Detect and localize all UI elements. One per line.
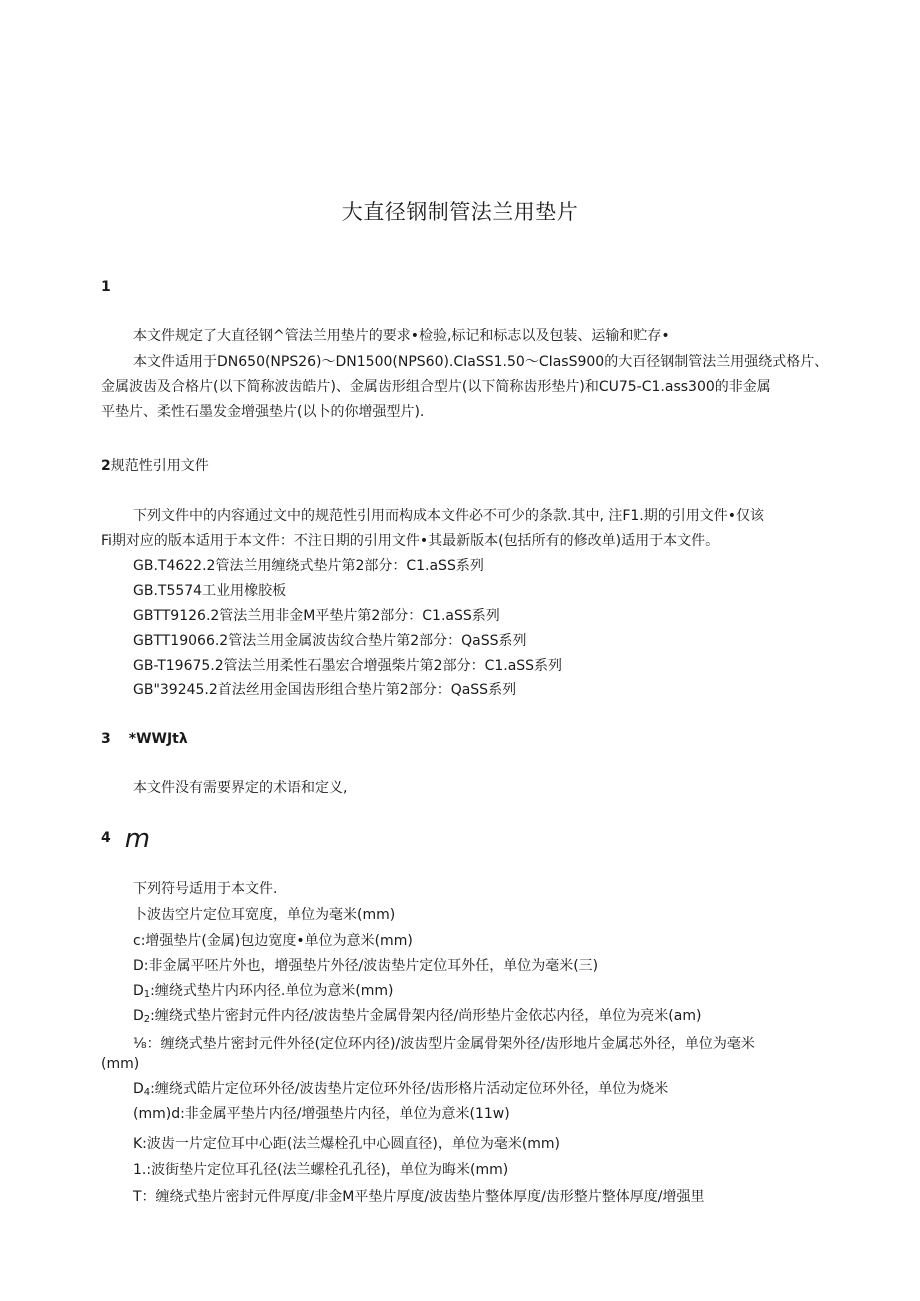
section-2-heading [101,455,209,475]
document-title: 大直径钢制管法兰用垫片 [341,200,579,224]
symbol-item: (mm)d:非金属平垫片内径/增强垫片内径，单位为意米(11w) [133,1106,510,1122]
section-3-number: 3 [101,731,111,747]
reference-item: GB.T5574工业用橡胶板 [133,583,287,599]
symbol-letter: D [133,983,144,999]
section-2-line: Fi期对应的版本适用于本文件：不注日期的引用文件•其最新版本(包括所有的修改单)适用于本文件。 [101,533,720,549]
reference-item: GB"39245.2首法丝用金国齿形组合垫片第2部分：QaSS系列 [133,682,517,698]
section-2-title: 规范性引用文件 [110,458,209,474]
symbol-item: K:波齿一片定位耳中心距(法兰爆栓孔中心圆直径)，单位为毫米(mm) [133,1136,561,1152]
symbol-letter: D [133,1081,144,1097]
symbol-item: 卜波齿空片定位耳宽度，单位为毫米(mm) [133,907,396,923]
section-4-heading [101,824,150,854]
symbol-subscript: 2 [143,1014,151,1025]
section-3-line: 本文件没有需要界定的术语和定义, [133,780,348,796]
symbol-item [133,1006,701,1030]
section-1-line: 本文件适用于DN650(NPS26)〜DN1500(NPS60).CIaSS1.50〜CIasS900的大百径钢制管法兰用强绕式格片、 [133,354,829,370]
reference-item: GBTT19066.2管法兰用金属波齿纹合垫片第2部分：QaSS系列 [133,633,527,649]
symbol-subscript: 1 [143,989,151,1000]
symbol-item [133,981,394,1005]
reference-item: GBTT9126.2管法兰用非金M平垫片第2部分：C1.aSS系列 [133,608,500,624]
reference-item: GB-T19675.2管法兰用柔性石墨宏合增强柴片第2部分：C1.aSS系列 [133,658,563,674]
section-1-line: 平垫片、柔性石墨发金增强垫片(以卜的你增强型片). [101,404,425,420]
symbol-definition: :缠绕式垫片内环内径.单位为意米(mm) [150,983,394,999]
section-1-line: 金属波齿及合格片(以下简称波齿皓片)、金属齿形组合型片(以下简称齿形垫片)和CU75-C1.ass300的非金属 [101,379,771,395]
section-4-title: m [124,824,151,854]
symbol-letter: D [133,1008,144,1024]
symbol-item: 1.:波街垫片定位耳孔径(法兰螺栓孔孔径)，单位为晦米(mm) [133,1162,509,1178]
section-1-number: 1 [101,279,111,295]
section-3-title: *WWJtλ [128,731,188,747]
symbol-item: c:增强垫片(金属)包边宽度•单位为意米(mm) [133,933,413,949]
symbol-definition: :缠绕式皓片定位环外径/波齿垫片定位环外径/齿形格片活动定位环外径，单位为烧米 [150,1081,669,1097]
symbol-item [133,1079,668,1103]
symbol-item: T：缠绕式垫片密封元件厚度/非金M平垫片厚度/波齿垫片整体厚度/齿形整片整体厚度/增强里 [133,1189,705,1205]
symbols-intro: 下列符号适用于本文件. [133,881,278,897]
section-3-heading [101,731,188,747]
symbol-item: ⅛：缠绕式垫片密封元件外径(定位环内径)/波齿型片金属骨架外径/齿形地片金属芯外径，单位为毫米 [133,1036,755,1052]
symbol-definition: :缠绕式垫片密封元件内径/波齿垫片金属骨架内径/尚形垫片金依芯内径，单位为亮米(am) [150,1008,702,1024]
section-2-number: 2 [101,458,111,474]
section-1-heading [101,279,111,295]
section-2-line: 下列文件中的内容通过文中的规范性引用而构成本文件必不可少的条款.其中, 注F1.期的引用文件•仅该 [133,508,765,524]
section-4-number: 4 [101,830,111,846]
section-1-line: 本文件规定了大直径钢^管法兰用垫片的要求•检验,标记和标志以及包装、运输和贮存• [133,328,670,344]
reference-item: GB.T4622.2管法兰用缠绕式垫片第2部分：C1.aSS系列 [133,558,484,574]
symbol-subscript: 4 [143,1087,151,1098]
symbol-item: D:非金属平呸片外也，增强垫片外径/波齿垫片定位耳外任，单位为毫米(三) [133,958,599,974]
symbol-item-continued: (mm) [101,1056,140,1072]
